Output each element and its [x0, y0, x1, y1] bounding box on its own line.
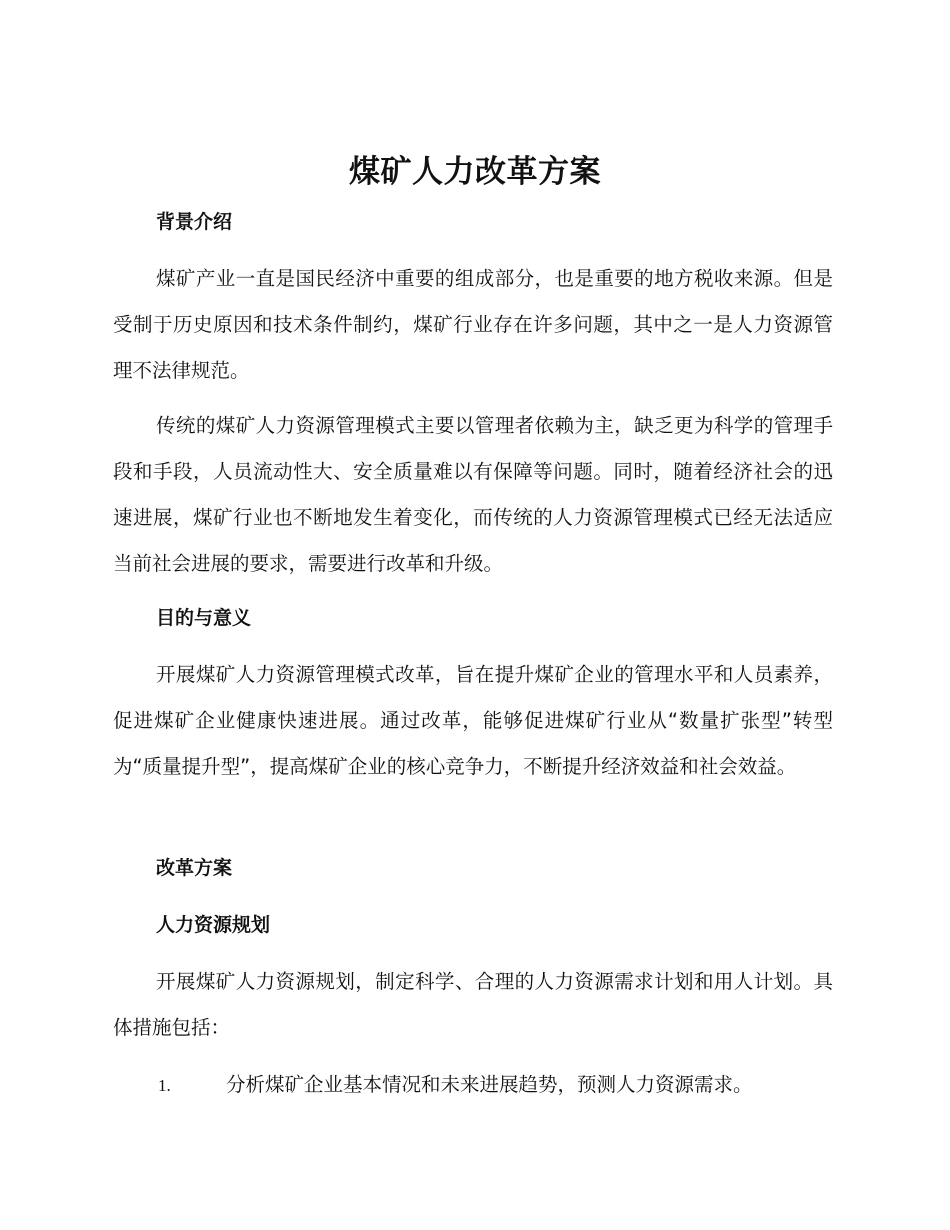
section-heading-purpose: 目的与意义	[156, 607, 252, 629]
list-item-text: 分析煤矿企业基本情况和未来进展趋势，预测人力资源需求。	[226, 1073, 753, 1096]
section-heading-hr-planning: 人力资源规划	[156, 914, 271, 936]
section-heading-background: 背景介绍	[156, 211, 233, 233]
document-title: 煤矿人力改革方案	[349, 154, 601, 190]
paragraph-background-2: 传统的煤矿人力资源管理模式主要以管理者依赖为主，缺乏更为科学的管理手段和手段，人员流动性大、安全质量难以有保障等问题。同时，随着经济社会的迅速进展，煤矿行业也不断地发生着变化，而传统的人力资源管理模式已经无法适应当前社会进展的要求，需要进行改革和升级。	[113, 414, 833, 575]
paragraph-background-1: 煤矿产业一直是国民经济中重要的组成部分，也是重要的地方税收来源。但是受制于历史原因和技术条件制约，煤矿行业存在许多问题，其中之一是人力资源管理不法律规范。	[113, 267, 833, 382]
list-item	[158, 1067, 753, 1104]
list-item-number: 1.	[158, 1076, 171, 1095]
paragraph-hr-planning: 开展煤矿人力资源规划，制定科学、合理的人力资源需求计划和用人计划。具体措施包括：	[113, 970, 833, 1039]
section-heading-reform-plan: 改革方案	[156, 857, 233, 879]
paragraph-purpose: 开展煤矿人力资源管理模式改革，旨在提升煤矿企业的管理水平和人员素养，促进煤矿企业健康快速进展。通过改革，能够促进煤矿行业从“数量扩张型”转型为“质量提升型”，提高煤矿企业的核心竞争力，不断提升经济效益和社会效益。	[113, 663, 833, 778]
